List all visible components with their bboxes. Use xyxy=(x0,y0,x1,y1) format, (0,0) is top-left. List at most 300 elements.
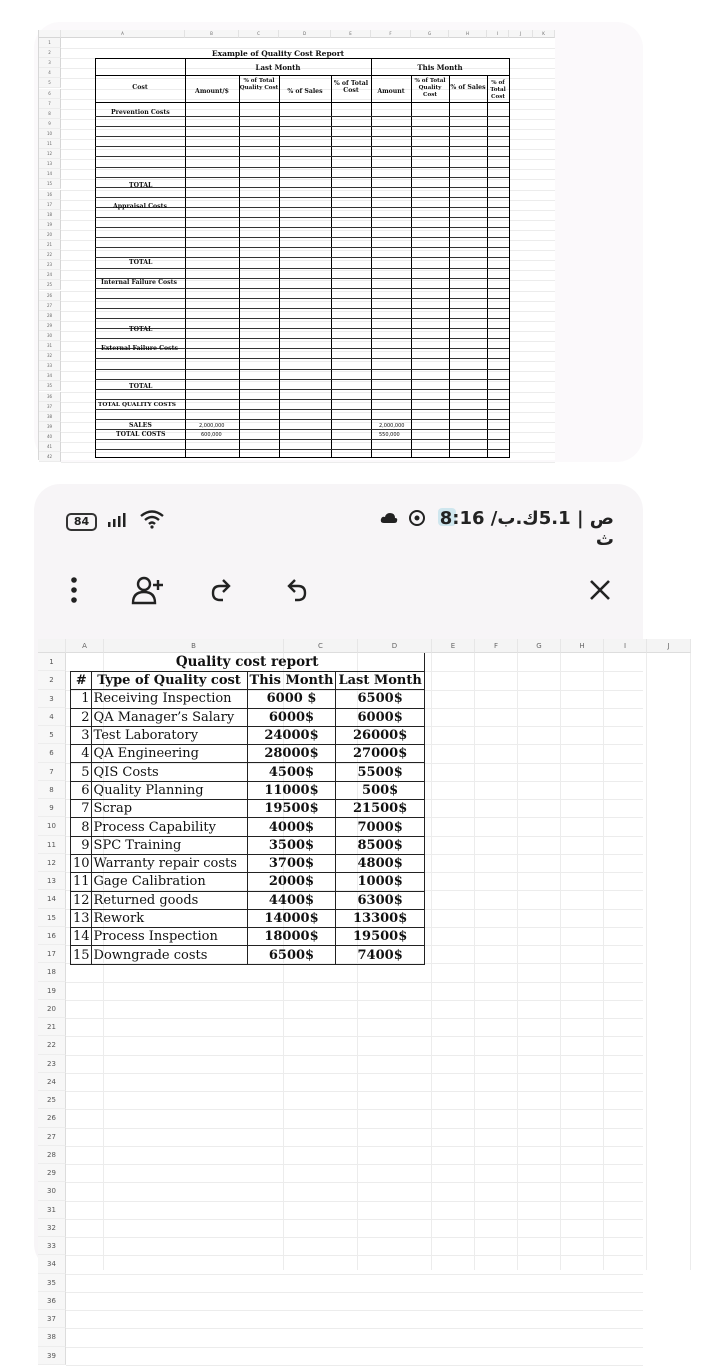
row-number[interactable]: 23 xyxy=(38,1055,66,1073)
template-grid-line xyxy=(61,301,555,302)
template-grid-line xyxy=(61,291,555,292)
template-row-line xyxy=(95,116,509,117)
this-month-cell[interactable]: 4400$ xyxy=(247,891,336,909)
row-number[interactable]: 16 xyxy=(38,927,66,945)
template-row-line xyxy=(95,449,509,450)
template-row-number: 14 xyxy=(39,169,61,179)
appraisal-costs-label: Appraisal Costs xyxy=(113,203,167,210)
type-cell[interactable]: QIS Costs xyxy=(91,763,247,781)
template-row-line xyxy=(95,419,509,420)
template-grid-line xyxy=(61,190,555,191)
row-number[interactable]: 8 xyxy=(38,781,66,799)
grid-column-line xyxy=(517,653,518,1270)
cost-header: Cost xyxy=(132,84,148,91)
type-cell[interactable]: Downgrade costs xyxy=(91,946,247,964)
template-grid-line xyxy=(61,250,555,251)
template-row-line xyxy=(95,136,509,137)
template-row-line xyxy=(95,369,509,370)
row-number[interactable]: 36 xyxy=(38,1292,66,1310)
this-month-cell[interactable]: 19500$ xyxy=(247,800,336,818)
battery-indicator: 84 xyxy=(66,513,97,531)
row-number[interactable]: 25 xyxy=(38,1091,66,1109)
total-label: TOTAL xyxy=(129,326,153,333)
header-last-month[interactable]: Last Month xyxy=(336,672,424,690)
row-number-cell[interactable]: 6 xyxy=(71,781,92,799)
last-month-cell[interactable]: 13300$ xyxy=(336,909,424,927)
column-header[interactable]: G xyxy=(518,639,561,653)
row-number[interactable]: 3 xyxy=(38,690,66,708)
template-row-number: 42 xyxy=(39,452,61,462)
row-number[interactable]: 6 xyxy=(38,744,66,762)
template-grid-line xyxy=(61,230,555,231)
template-row-line xyxy=(95,177,509,178)
last-month-cell[interactable]: 26000$ xyxy=(336,726,424,744)
template-row-number: 23 xyxy=(39,260,61,270)
column-header[interactable]: C xyxy=(284,639,358,653)
quality-cost-table xyxy=(70,653,425,965)
table-row xyxy=(71,946,425,964)
template-grid-line xyxy=(61,361,555,362)
row-number[interactable]: 14 xyxy=(38,890,66,908)
last-month-cell[interactable]: 4800$ xyxy=(336,854,424,872)
template-grid-line xyxy=(61,462,555,463)
template-row-number: 20 xyxy=(39,230,61,240)
type-cell[interactable]: Warranty repair costs xyxy=(91,854,247,872)
header-this-month[interactable]: This Month xyxy=(247,672,336,690)
pct-quality-cost-header-2: % of Total Quality Cost xyxy=(414,78,446,98)
type-cell[interactable]: Returned goods xyxy=(91,891,247,909)
row-number[interactable]: 26 xyxy=(38,1109,66,1127)
template-grid-line xyxy=(61,119,555,120)
grid-row-line xyxy=(66,1347,643,1348)
template-column-header xyxy=(39,30,61,38)
table-row xyxy=(71,708,425,726)
table-row xyxy=(71,836,425,854)
column-header[interactable]: J xyxy=(647,639,691,653)
row-number[interactable]: 1 xyxy=(38,653,66,671)
template-row-number: 11 xyxy=(39,139,61,149)
template-column-header: B xyxy=(185,30,239,38)
template-grid-line xyxy=(61,129,555,130)
template-row-number: 19 xyxy=(39,220,61,230)
last-month-cell[interactable]: 8500$ xyxy=(336,836,424,854)
template-row-number: 29 xyxy=(39,321,61,331)
row-number-cell[interactable]: 8 xyxy=(71,818,92,836)
row-number[interactable]: 20 xyxy=(38,1000,66,1018)
template-row-number: 21 xyxy=(39,240,61,250)
pct-sales-header: % of Sales xyxy=(287,88,323,95)
template-row-line xyxy=(95,389,509,390)
template-grid-line xyxy=(61,452,555,453)
template-row-line xyxy=(95,379,509,380)
this-month-cell[interactable]: 2000$ xyxy=(247,873,336,891)
template-row-number: 40 xyxy=(39,432,61,442)
template-grid-line xyxy=(61,341,555,342)
type-cell[interactable]: Test Laboratory xyxy=(91,726,247,744)
template-row-number: 4 xyxy=(39,68,61,78)
template-grid-line xyxy=(61,99,555,100)
close-button[interactable] xyxy=(582,572,618,608)
template-row-line xyxy=(95,439,509,440)
template-row-number: 8 xyxy=(39,109,61,119)
template-row-line xyxy=(95,146,509,147)
phone-screenshot-card xyxy=(34,484,670,1360)
row-number[interactable]: 17 xyxy=(38,945,66,963)
this-month-cell[interactable]: 24000$ xyxy=(247,726,336,744)
template-row-number: 31 xyxy=(39,341,61,351)
row-number[interactable]: 39 xyxy=(38,1347,66,1365)
template-column-header: E xyxy=(331,30,371,38)
type-cell[interactable]: SPC Training xyxy=(91,836,247,854)
share-button[interactable] xyxy=(128,572,168,608)
grid-column-line xyxy=(646,653,647,1270)
template-row-number: 25 xyxy=(39,280,61,290)
template-row-number: 28 xyxy=(39,311,61,321)
template-row-number: 41 xyxy=(39,442,61,452)
template-grid-line xyxy=(61,179,555,180)
grid-column-line xyxy=(474,653,475,1270)
row-number[interactable]: 11 xyxy=(38,836,66,854)
grid-row-line xyxy=(66,1128,643,1129)
column-header[interactable]: B xyxy=(104,639,284,653)
template-grid-line xyxy=(61,311,555,312)
grid-row-line xyxy=(66,1292,643,1293)
template-row-number: 22 xyxy=(39,250,61,260)
template-row-number: 33 xyxy=(39,361,61,371)
template-row-number: 16 xyxy=(39,190,61,200)
report-template-card xyxy=(34,22,643,462)
template-grid-line xyxy=(61,270,555,271)
grid-row-line xyxy=(66,1328,643,1329)
table-row xyxy=(71,690,425,708)
template-row-line xyxy=(95,328,509,329)
template-row-number: 34 xyxy=(39,371,61,381)
table-row xyxy=(71,745,425,763)
template-row-number: 24 xyxy=(39,270,61,280)
template-row-line xyxy=(95,288,509,289)
type-cell[interactable]: Scrap xyxy=(91,800,247,818)
template-row-number: 5 xyxy=(39,78,61,88)
row-number[interactable]: 22 xyxy=(38,1036,66,1054)
row-number[interactable]: 38 xyxy=(38,1328,66,1346)
more-options-button[interactable] xyxy=(62,572,86,608)
total-costs-this-value: 550,000 xyxy=(379,432,400,438)
this-month-cell[interactable]: 6000 $ xyxy=(247,690,336,708)
clock: 8:16 ص | 5.1ك.ب/ث xyxy=(439,508,614,550)
type-cell[interactable]: Rework xyxy=(91,909,247,927)
type-cell[interactable]: Process Inspection xyxy=(91,928,247,946)
row-number[interactable]: 19 xyxy=(38,982,66,1000)
template-column-header: H xyxy=(449,30,487,38)
row-number[interactable]: 37 xyxy=(38,1310,66,1328)
this-month-cell[interactable]: 14000$ xyxy=(247,909,336,927)
row-number[interactable]: 29 xyxy=(38,1164,66,1182)
pct-sales-header-2: % of Sales xyxy=(450,84,486,91)
template-row-line xyxy=(95,247,509,248)
external-failure-label: External Failure Costs xyxy=(101,345,178,352)
total-label: TOTAL xyxy=(129,259,153,266)
this-month-cell[interactable]: 11000$ xyxy=(247,781,336,799)
grid-column-line xyxy=(560,653,561,1270)
grid-row-line xyxy=(66,1091,643,1092)
template-row-line xyxy=(95,237,509,238)
grid-row-line xyxy=(66,1109,643,1110)
total-costs-last-value: 600,000 xyxy=(201,432,222,438)
row-number[interactable]: 31 xyxy=(38,1201,66,1219)
row-number[interactable]: 5 xyxy=(38,726,66,744)
template-column-header: F xyxy=(371,30,411,38)
column-header[interactable] xyxy=(38,639,66,653)
template-row-line xyxy=(95,257,509,258)
column-header[interactable]: F xyxy=(475,639,518,653)
sales-this-value: 2,000,000 xyxy=(379,423,405,429)
total-label: TOTAL xyxy=(129,182,153,189)
template-grid-line xyxy=(61,159,555,160)
this-month-cell[interactable]: 4000$ xyxy=(247,818,336,836)
row-number[interactable]: 7 xyxy=(38,763,66,781)
grid-row-line xyxy=(66,1036,643,1037)
pct-quality-cost-header: % of Total Quality Cost xyxy=(239,78,279,91)
row-number[interactable]: 18 xyxy=(38,963,66,981)
total-label: TOTAL xyxy=(129,383,153,390)
template-row-number: 18 xyxy=(39,210,61,220)
undo-icon xyxy=(282,576,310,604)
row-number-cell[interactable]: 11 xyxy=(71,873,92,891)
grid-row-line xyxy=(66,1237,643,1238)
template-column-header: C xyxy=(239,30,279,38)
row-number[interactable]: 35 xyxy=(38,1274,66,1292)
grid-row-line xyxy=(66,1201,643,1202)
last-month-header: Last Month xyxy=(255,63,301,72)
row-number-cell[interactable]: 14 xyxy=(71,928,92,946)
grid-row-line xyxy=(66,1146,643,1147)
this-month-cell[interactable]: 3700$ xyxy=(247,854,336,872)
template-row-number: 37 xyxy=(39,402,61,412)
template-row-number: 32 xyxy=(39,351,61,361)
last-month-cell[interactable]: 7400$ xyxy=(336,946,424,964)
row-number[interactable]: 33 xyxy=(38,1237,66,1255)
template-grid-line xyxy=(61,442,555,443)
last-month-cell[interactable]: 6500$ xyxy=(336,690,424,708)
table-row xyxy=(71,873,425,891)
more-vert-icon xyxy=(69,575,79,605)
last-month-cell[interactable]: 27000$ xyxy=(336,745,424,763)
last-month-cell[interactable]: 19500$ xyxy=(336,928,424,946)
table-row xyxy=(71,818,425,836)
close-icon xyxy=(588,578,612,602)
template-column-header: G xyxy=(411,30,449,38)
column-header[interactable]: D xyxy=(358,639,432,653)
row-number-cell[interactable]: 2 xyxy=(71,708,92,726)
this-month-cell[interactable]: 4500$ xyxy=(247,763,336,781)
type-cell[interactable]: Receiving Inspection xyxy=(91,690,247,708)
undo-button[interactable] xyxy=(280,572,312,608)
grid-row-line xyxy=(66,1018,643,1019)
row-number-cell[interactable]: 1 xyxy=(71,690,92,708)
row-number[interactable]: 27 xyxy=(38,1128,66,1146)
row-number[interactable]: 2 xyxy=(38,671,66,689)
redo-icon xyxy=(208,576,236,604)
last-month-cell[interactable]: 7000$ xyxy=(336,818,424,836)
row-number-cell[interactable]: 5 xyxy=(71,763,92,781)
template-row-line xyxy=(95,308,509,309)
template-column-header: J xyxy=(509,30,533,38)
table-row xyxy=(71,854,425,872)
total-costs-label: TOTAL COSTS xyxy=(116,431,166,438)
this-month-cell[interactable]: 18000$ xyxy=(247,928,336,946)
grid-row-line xyxy=(66,1055,643,1056)
row-number-cell[interactable]: 10 xyxy=(71,854,92,872)
row-number[interactable]: 4 xyxy=(38,708,66,726)
add-person-icon xyxy=(130,575,166,605)
type-cell[interactable]: QA Manager’s Salary xyxy=(91,708,247,726)
grid-row-line xyxy=(66,1073,643,1074)
this-month-cell[interactable]: 3500$ xyxy=(247,836,336,854)
pct-total-cost-header: % of Total Cost xyxy=(333,80,369,94)
grid-row-line xyxy=(66,1219,643,1220)
row-number[interactable]: 32 xyxy=(38,1219,66,1237)
row-number[interactable]: 13 xyxy=(38,872,66,890)
template-grid-line xyxy=(61,220,555,221)
row-number[interactable]: 34 xyxy=(38,1255,66,1273)
grid-column-line xyxy=(603,653,604,1270)
last-month-cell[interactable]: 1000$ xyxy=(336,873,424,891)
template-row-line xyxy=(95,429,509,430)
table-row xyxy=(71,891,425,909)
template-row-number: 35 xyxy=(39,381,61,391)
table-row xyxy=(71,763,425,781)
template-row-number: 3 xyxy=(39,58,61,68)
template-row-line xyxy=(95,399,509,400)
template-row-line xyxy=(95,409,509,410)
type-cell[interactable]: Quality Planning xyxy=(91,781,247,799)
header-type[interactable]: Type of Quality cost xyxy=(91,672,247,690)
row-number[interactable]: 21 xyxy=(38,1018,66,1036)
template-row-number: 7 xyxy=(39,99,61,109)
header-number[interactable]: # xyxy=(71,672,92,690)
row-number[interactable]: 15 xyxy=(38,909,66,927)
last-month-cell[interactable]: 5500$ xyxy=(336,763,424,781)
template-row-number: 6 xyxy=(39,89,61,99)
amount-header: Amount xyxy=(377,88,405,95)
cloud-icon xyxy=(380,512,398,524)
row-number-cell[interactable]: 3 xyxy=(71,726,92,744)
grid-column-line xyxy=(690,653,691,1270)
this-month-cell[interactable]: 28000$ xyxy=(247,745,336,763)
template-grid-line xyxy=(61,321,555,322)
template-grid-line xyxy=(61,392,555,393)
grid-row-line xyxy=(66,982,643,983)
row-number[interactable]: 30 xyxy=(38,1182,66,1200)
template-row-number: 1 xyxy=(39,38,61,48)
template-grid-line xyxy=(61,139,555,140)
row-number-cell[interactable]: 13 xyxy=(71,909,92,927)
template-column-header: I xyxy=(487,30,509,38)
row-number[interactable]: 12 xyxy=(38,854,66,872)
column-header[interactable]: E xyxy=(432,639,475,653)
status-bar xyxy=(34,484,643,554)
grid-row-line xyxy=(66,1000,643,1001)
template-row-number: 9 xyxy=(39,119,61,129)
sales-label: SALES xyxy=(129,422,152,429)
template-grid-line xyxy=(61,371,555,372)
template-row-line xyxy=(95,156,509,157)
table-row xyxy=(71,781,425,799)
template-row-line xyxy=(95,358,509,359)
template-row-line xyxy=(95,167,509,168)
last-month-cell[interactable]: 6300$ xyxy=(336,891,424,909)
row-number[interactable]: 24 xyxy=(38,1073,66,1091)
type-cell[interactable]: QA Engineering xyxy=(91,745,247,763)
column-header[interactable]: A xyxy=(66,639,104,653)
template-grid-line xyxy=(61,200,555,201)
template-row-number: 30 xyxy=(39,331,61,341)
row-number[interactable]: 9 xyxy=(38,799,66,817)
this-month-cell[interactable]: 6000$ xyxy=(247,708,336,726)
internal-failure-label: Internal Failure Costs xyxy=(101,279,177,286)
template-grid-line xyxy=(61,412,555,413)
template-row-line xyxy=(95,318,509,319)
template-row-number: 2 xyxy=(39,48,61,58)
column-header[interactable]: H xyxy=(561,639,604,653)
row-number-cell[interactable]: 12 xyxy=(71,891,92,909)
template-title: Example of Quality Cost Report xyxy=(211,49,345,58)
template-row-number: 10 xyxy=(39,129,61,139)
template-grid-line xyxy=(61,169,555,170)
column-header[interactable]: I xyxy=(604,639,647,653)
template-row-number: 13 xyxy=(39,159,61,169)
type-cell[interactable]: Process Capability xyxy=(91,818,247,836)
grid-row-line xyxy=(66,1182,643,1183)
template-row-line xyxy=(95,268,509,269)
template-row-number: 38 xyxy=(39,412,61,422)
table-row xyxy=(71,726,425,744)
grid-row-line xyxy=(66,1164,643,1165)
type-cell[interactable]: Gage Calibration xyxy=(91,873,247,891)
row-number[interactable]: 28 xyxy=(38,1146,66,1164)
table-row xyxy=(71,909,425,927)
template-row-line xyxy=(95,126,509,127)
grid-row-line xyxy=(66,1274,643,1275)
spreadsheet-grid[interactable] xyxy=(38,639,670,1360)
row-number-cell[interactable]: 9 xyxy=(71,836,92,854)
last-month-cell[interactable]: 6000$ xyxy=(336,708,424,726)
pct-total-cost-header-2: % of Total Cost xyxy=(490,80,506,100)
last-month-cell[interactable]: 500$ xyxy=(336,781,424,799)
row-number-cell[interactable]: 7 xyxy=(71,800,92,818)
row-number[interactable]: 10 xyxy=(38,817,66,835)
prevention-costs-label: Prevention Costs xyxy=(111,109,170,116)
report-title[interactable]: Quality cost report xyxy=(71,653,425,672)
redo-button[interactable] xyxy=(206,572,238,608)
grid-row-line xyxy=(66,1310,643,1311)
row-number-cell[interactable]: 15 xyxy=(71,946,92,964)
this-month-cell[interactable]: 6500$ xyxy=(247,946,336,964)
last-month-cell[interactable]: 21500$ xyxy=(336,800,424,818)
template-row-line xyxy=(95,338,509,339)
grid-column-line xyxy=(431,653,432,1270)
wifi-icon xyxy=(138,507,168,529)
template-spreadsheet xyxy=(38,30,555,460)
hotspot-icon xyxy=(408,509,426,527)
template-column-header: D xyxy=(279,30,331,38)
template-column-header: A xyxy=(61,30,185,38)
template-row-line xyxy=(95,227,509,228)
template-row-line xyxy=(95,197,509,198)
grid-row-line xyxy=(66,1255,643,1256)
template-grid-line xyxy=(61,240,555,241)
row-number-cell[interactable]: 4 xyxy=(71,745,92,763)
